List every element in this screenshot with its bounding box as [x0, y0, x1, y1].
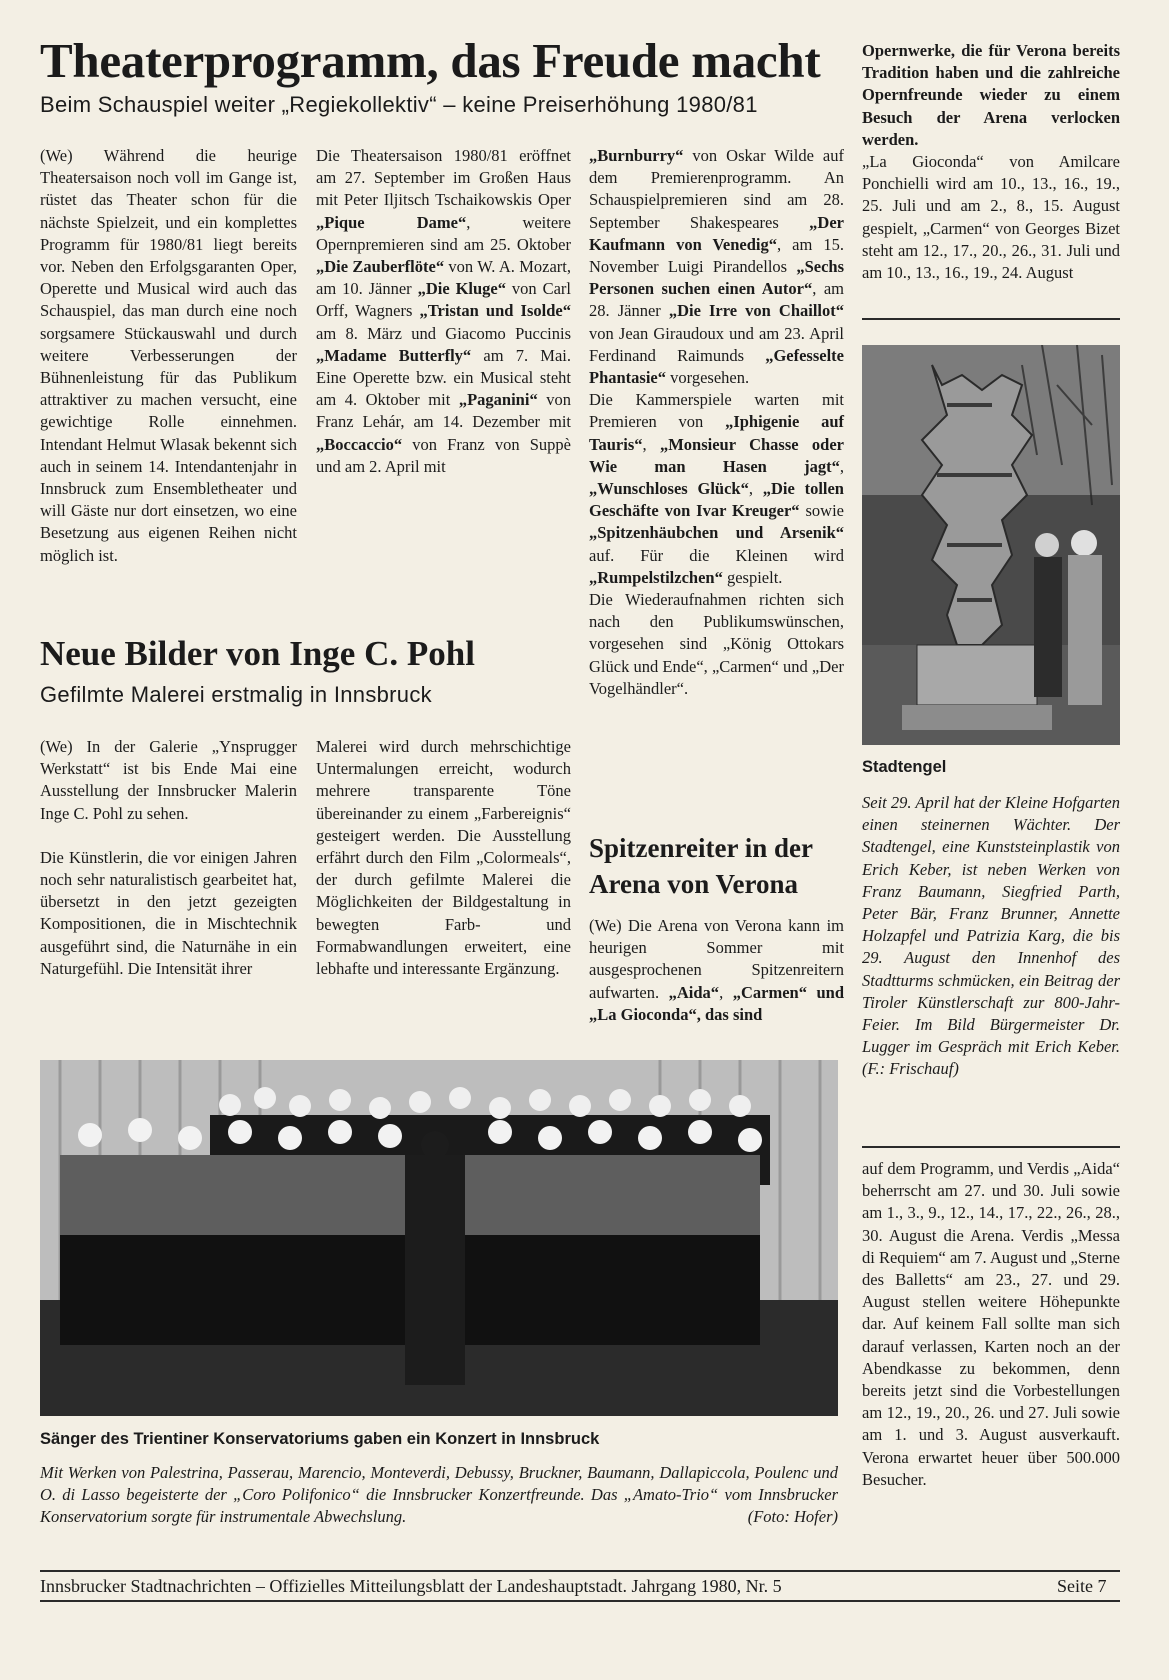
choir-photo — [40, 1060, 838, 1416]
pohl-col1-p2: Die Künstlerin, die vor einigen Jahren noch sehr naturalistisch gearbeitet hat, übersetzt in den jetzt gezeigten Kompositionen, die in Mischtechnik ausgeführt sind, die Naturnähe in ein Naturgefühl. Die Intensität ihrer — [40, 847, 297, 978]
footer-rule-top — [40, 1570, 1120, 1572]
main-article-col3 — [589, 145, 844, 700]
footer-publication: Innsbrucker Stadtnachrichten – Offizielles Mitteilungsblatt der Landeshauptstadt. Jahrgang 1980, Nr. 5 — [40, 1576, 782, 1596]
stadtengel-photo — [862, 345, 1120, 745]
pohl-col1-p1: (We) In der Galerie „Ynsprugger Werkstatt“ ist bis Ende Mai eine Ausstellung der Innsbrucker Malerin Inge C. Pohl zu sehen. — [40, 737, 297, 823]
verona-col4-top — [862, 40, 1120, 284]
page-headline: Theaterprogramm, das Freude macht — [40, 33, 821, 88]
pohl-col2-text: Malerei wird durch mehrschichtige Untermalungen erreicht, wodurch mehrere transparente Töne übereinander zu einem „Farbereignis“ gesteigert werden. Die Ausstellung erfährt durch den Film „Colormeals“, der durch gefilmte Malerei die Möglichkeiten der Bildgestaltung in bewegten Farb- und Formabwandlungen erweitert, eine lebhafte und interessante Ergänzung. — [316, 737, 571, 979]
choir-photo-illustration — [40, 1060, 838, 1416]
choir-credit: (Foto: Hofer) — [747, 1507, 838, 1527]
verona-headline: Spitzenreiter in der Arena von Verona — [589, 833, 813, 899]
choir-caption-text — [40, 1462, 838, 1529]
main-article-col2 — [316, 145, 571, 478]
divider — [862, 318, 1120, 320]
verona-col4-top-text: Opernwerke, die für Verona bereits Tradition haben und die zahlreiche Opernfreunde wieder zu einem Besuch der Arena verlocken werden. „La Gioconda“ von Amilcare Ponchielli wird am 10., 13., 16., 19., 25. Juli und am 2., 8., 15. August gespielt, „Carmen“ von Georges Bizet steht am 12., 17., 20., 26., 31. Juli und am 10., 13., 16., 19., 24. August — [862, 41, 1120, 283]
choir-caption — [40, 1462, 838, 1529]
stadtengel-caption-text: Seit 29. April hat der Kleine Hofgarten einen steinernen Wächter. Der Stadtengel, eine Kunststeinplastik von Erich Keber, ist neben Werken von Franz Baumann, Siegfried Parth, Peter Bär, Franz Brunner, Annette Holzapfel und Patrizia Karg, die bis 29. August den Innenhof des Stadtturms schmücken, ein Beitrag der Tiroler Künstlerschaft zur 800-Jahr-Feier. Im Bild Bürgermeister Dr. Lugger im Gespräch mit Erich Keber. (F.: Frischauf) — [862, 793, 1120, 1079]
footer-page-number: Seite 7 — [1057, 1576, 1107, 1596]
pohl-col1 — [40, 736, 297, 980]
pohl-subheadline: Gefilmte Malerei erstmalig in Innsbruck — [40, 682, 432, 707]
choir-caption-body: Mit Werken von Palestrina, Passerau, Marencio, Monteverdi, Debussy, Bruckner, Baumann, Dallapiccola, Poulenc und O. di Lasso begeisterte der „Coro Polifonico“ die Innsbrucker Konzertfreunde. Das „Amato-Trio“ vom Innsbrucker Konservatorium sorgte für instrumentale Abwechslung. — [40, 1463, 838, 1527]
stadtengel-caption — [862, 792, 1120, 1081]
page-subheadline: Beim Schauspiel weiter „Regiekollektiv“ – keine Preiserhöhung 1980/81 — [40, 92, 758, 117]
verona-col4-bottom — [862, 1158, 1120, 1491]
divider — [862, 1146, 1120, 1148]
verona-col3-text: (We) Die Arena von Verona kann im heurigen Sommer mit ausgesprochenen Spitzenreitern aufwarten. „Aida“, „Carmen“ und „La Gioconda“, das sind — [589, 916, 845, 1024]
verona-col3 — [589, 915, 844, 1026]
stadtengel-title: Stadtengel — [862, 758, 947, 776]
main-article-col2-text: Die Theatersaison 1980/81 eröffnet am 27. September im Großen Haus mit Peter Iljitsch Tschaikowskis Oper „Pique Dame“, weitere Opernpremieren sind am 25. Oktober „Die Zauberflöte“ von W. A. Mozart, am 10. Jänner „Die Kluge“ von Carl Orff, Wagners „Tristan und Isolde“ am 8. März und Giacomo Puccinis „Madame Butterfly“ am 7. Mai. Eine Operette bzw. ein Musical steht am 4. Oktober mit „Paganini“ von Franz Lehár, am 14. Dezember mit „Boccaccio“ von Franz von Suppè und am 2. April mit — [316, 146, 572, 476]
main-article-col3-text: „Burnburry“ von Oskar Wilde auf dem Premierenprogramm. An Schauspielpremieren sind am 28. September Shakespeares „Der Kaufmann von Venedig“, am 15. November Luigi Pirandellos „Sechs Personen suchen einen Autor“, am 28. Jänner „Die Irre von Chaillot“ von Jean Giraudoux und am 23. April Ferdinand Raimunds „Gefesselte Phantasie“ vorgesehen. Die Kammerspiele warten mit Premieren von „Iphigenie auf Tauris“, „Monsieur Chasse oder Wie man Hasen jagt“, „Wunschloses Glück“, „Die tollen Geschäfte von Ivar Kreuger“ sowie „Spitzenhäubchen und Arsenik“ auf. Für die Kleinen wird „Rumpelstilzchen“ gespielt. Die Wiederaufnahmen richten sich nach den Publikumswünschen, vorgesehen sind „König Ottokars Glück und Ende“, „Carmen“ und „Der Vogelhändler“. — [589, 146, 844, 698]
main-article-col1-text: (We) Während die heurige Theatersaison noch voll im Gange ist, rüstet das Theater schon für die nächste Spielzeit, und ein komplettes Programm für 1980/81 liegt bereits vor. Neben den Erfolgsgaranten Oper, Operette und Musical wird auch das Schauspiel, das man durch eine noch sorgsamere Stückauswahl und durch weitere Verbesserungen der Bühnenleistung für das Publikum attraktiver zu machen versucht, eine gewichtige Rolle einnehmen. Intendant Helmut Wlasak bekennt sich auch in seinem 14. Intendantenjahr in Innsbruck zum Ensembletheater und will Gäste nur dort einsetzen, wo eine Besetzung aus eigenen Reihen nicht möglich ist. — [40, 146, 297, 565]
verona-col4-bottom-text: auf dem Programm, und Verdis „Aida“ beherrscht am 27. und 30. Juli sowie am 1., 3., 9., 12., 14., 17., 22., 26., 28., 30. August die Arena. Verdis „Messa di Requiem“ am 7. August und „Sterne des Balletts“ am 23., 27. und 29. August stellen weitere Höhepunkte dar. Auf keinem Fall sollte man sich darauf verlassen, Karten noch an der Abendkasse zu bekommen, denn bereits jetzt sind die Vorbestellungen am 12., 19., 20., 26. und 27. Juli sowie am 1. und 3. August ausverkauft. Verona erwartet heuer über 500.000 Besucher. — [862, 1159, 1120, 1489]
footer-rule-bottom — [40, 1600, 1120, 1602]
sculpture-photo-illustration — [862, 345, 1120, 745]
choir-title: Sänger des Trientiner Konservatoriums gaben ein Konzert in Innsbruck — [40, 1430, 600, 1448]
pohl-col2 — [316, 736, 571, 980]
main-article-col1 — [40, 145, 297, 567]
pohl-headline: Neue Bilder von Inge C. Pohl — [40, 634, 475, 673]
